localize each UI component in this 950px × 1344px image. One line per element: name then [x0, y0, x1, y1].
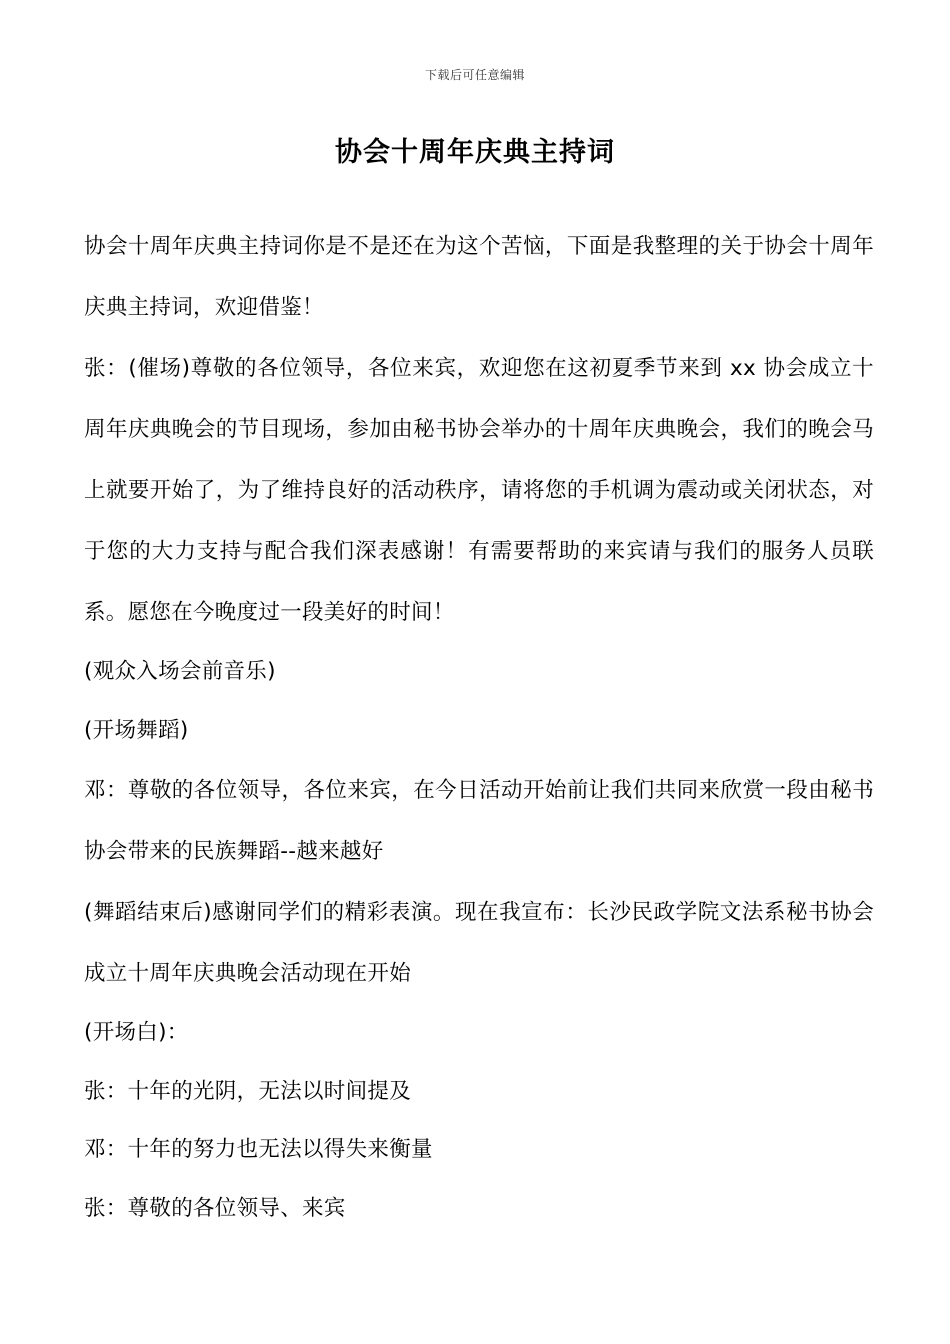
paragraph-after-dance: (舞蹈结束后)感谢同学们的精彩表演。现在我宣布：长沙民政学院文法系秘书协会成立十周年庆典晚会活动现在开始 — [84, 900, 874, 986]
document-body — [84, 216, 874, 1238]
page-title: 协会十周年庆典主持词 — [335, 137, 615, 168]
header-note: 下载后可任意编辑 — [424, 68, 525, 82]
paragraph-host-zhang-greeting: 张：尊敬的各位领导、来宾 — [84, 1195, 346, 1221]
paragraph-stage-note-music: (观众入场会前音乐) — [84, 659, 276, 684]
paragraph-host-deng-line: 邓：十年的努力也无法以得失来衡量 — [84, 1137, 433, 1162]
paragraph-intro: 协会十周年庆典主持词你是不是还在为这个苦恼，下面是我整理的关于协会十周年庆典主持词，欢迎借鉴！ — [84, 234, 874, 320]
paragraph-host-deng-dance: 邓：尊敬的各位领导，各位来宾，在今日活动开始前让我们共同来欣赏一段由秘书协会带来的民族舞蹈--越来越好 — [84, 778, 874, 864]
paragraph-host-zhang-opening: 张：(催场)尊敬的各位领导，各位来宾，欢迎您在这初夏季节来到 xx 协会成立十周年庆典晚会的节目现场，参加由秘书协会举办的十周年庆典晚会，我们的晚会马上就要开始了，为了维持良好的活动秩序，请将您的手机调为震动或关闭状态，对于您的大力支持与配合我们深表感谢！有需要帮助的来宾请与我们的服务人员联系。愿您在今晚度过一段美好的时间！ — [84, 356, 874, 625]
paragraph-stage-note-dance: (开场舞蹈) — [84, 717, 189, 743]
paragraph-opening-remarks: (开场白)： — [84, 1020, 189, 1045]
paragraph-host-zhang-line: 张：十年的光阴，无法以时间提及 — [84, 1078, 412, 1104]
